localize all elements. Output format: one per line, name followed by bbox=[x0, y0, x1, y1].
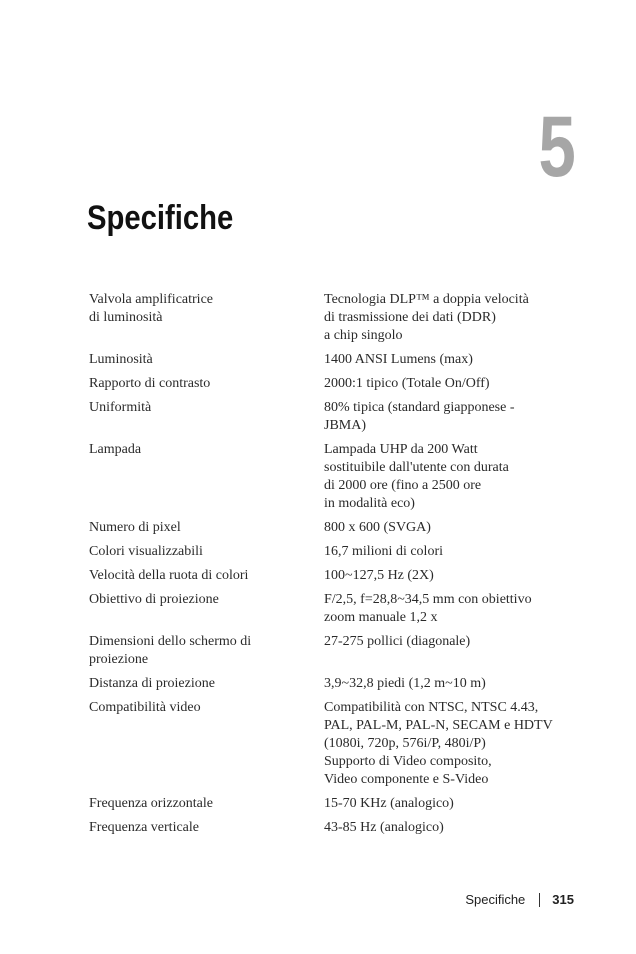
spec-label: Frequenza orizzontale bbox=[89, 796, 213, 811]
spec-row bbox=[89, 351, 559, 375]
spec-value: 1400 ANSI Lumens (max) bbox=[324, 352, 473, 367]
spec-label: Frequenza verticale bbox=[89, 820, 199, 835]
spec-value: 100~127,5 Hz (2X) bbox=[324, 568, 434, 583]
footer-separator bbox=[539, 893, 540, 907]
spec-row bbox=[89, 543, 559, 567]
spec-label: Velocità della ruota di colori bbox=[89, 568, 249, 583]
spec-value: 43-85 Hz (analogico) bbox=[324, 820, 444, 835]
spec-value: 27-275 pollici (diagonale) bbox=[324, 634, 471, 649]
spec-value: Tecnologia DLP™ a doppia velocità di trasmissione dei dati (DDR) a chip singolo bbox=[324, 292, 529, 343]
specifications-table bbox=[89, 291, 559, 843]
spec-label: Valvola amplificatrice di luminosità bbox=[89, 292, 213, 325]
spec-row bbox=[89, 291, 559, 351]
spec-value: 16,7 milioni di colori bbox=[324, 544, 443, 559]
spec-label: Distanza di proiezione bbox=[89, 676, 215, 691]
spec-label: Numero di pixel bbox=[89, 520, 181, 535]
spec-value: Lampada UHP da 200 Watt sostituibile dall'utente con durata di 2000 ore (fino a 2500 ore in modalità eco) bbox=[324, 442, 509, 511]
spec-row bbox=[89, 699, 559, 795]
spec-row bbox=[89, 633, 559, 675]
spec-value: Compatibilità con NTSC, NTSC 4.43, PAL, PAL-M, PAL-N, SECAM e HDTV (1080i, 720p, 576i/P, 480i/P) Supporto di Video composito, Video componente e S-Video bbox=[324, 700, 553, 787]
spec-value: 3,9~32,8 piedi (1,2 m~10 m) bbox=[324, 676, 486, 691]
spec-row bbox=[89, 819, 559, 843]
spec-row bbox=[89, 591, 559, 633]
spec-row bbox=[89, 441, 559, 519]
spec-label: Rapporto di contrasto bbox=[89, 376, 211, 391]
spec-label: Lampada bbox=[89, 442, 142, 457]
spec-row bbox=[89, 399, 559, 441]
spec-label: Compatibilità video bbox=[89, 700, 201, 715]
page-number: 315 bbox=[552, 892, 574, 907]
spec-value: 15-70 KHz (analogico) bbox=[324, 796, 454, 811]
page-footer bbox=[465, 892, 574, 907]
spec-value: 2000:1 tipico (Totale On/Off) bbox=[324, 376, 490, 391]
spec-row bbox=[89, 375, 559, 399]
chapter-title: Specifiche bbox=[87, 199, 234, 237]
spec-row bbox=[89, 795, 559, 819]
spec-label: Dimensioni dello schermo di proiezione bbox=[89, 634, 252, 667]
chapter-number: 5 bbox=[538, 99, 576, 195]
spec-row bbox=[89, 675, 559, 699]
spec-value: 800 x 600 (SVGA) bbox=[324, 520, 431, 535]
spec-row bbox=[89, 519, 559, 543]
footer-section-title: Specifiche bbox=[465, 892, 526, 907]
spec-value: F/2,5, f=28,8~34,5 mm con obiettivo zoom manuale 1,2 x bbox=[324, 592, 532, 625]
spec-row bbox=[89, 567, 559, 591]
spec-label: Luminosità bbox=[89, 352, 153, 367]
spec-label: Colori visualizzabili bbox=[89, 544, 203, 559]
spec-value: 80% tipica (standard giapponese - JBMA) bbox=[324, 400, 515, 433]
spec-label: Uniformità bbox=[89, 400, 152, 415]
spec-label: Obiettivo di proiezione bbox=[89, 592, 219, 607]
